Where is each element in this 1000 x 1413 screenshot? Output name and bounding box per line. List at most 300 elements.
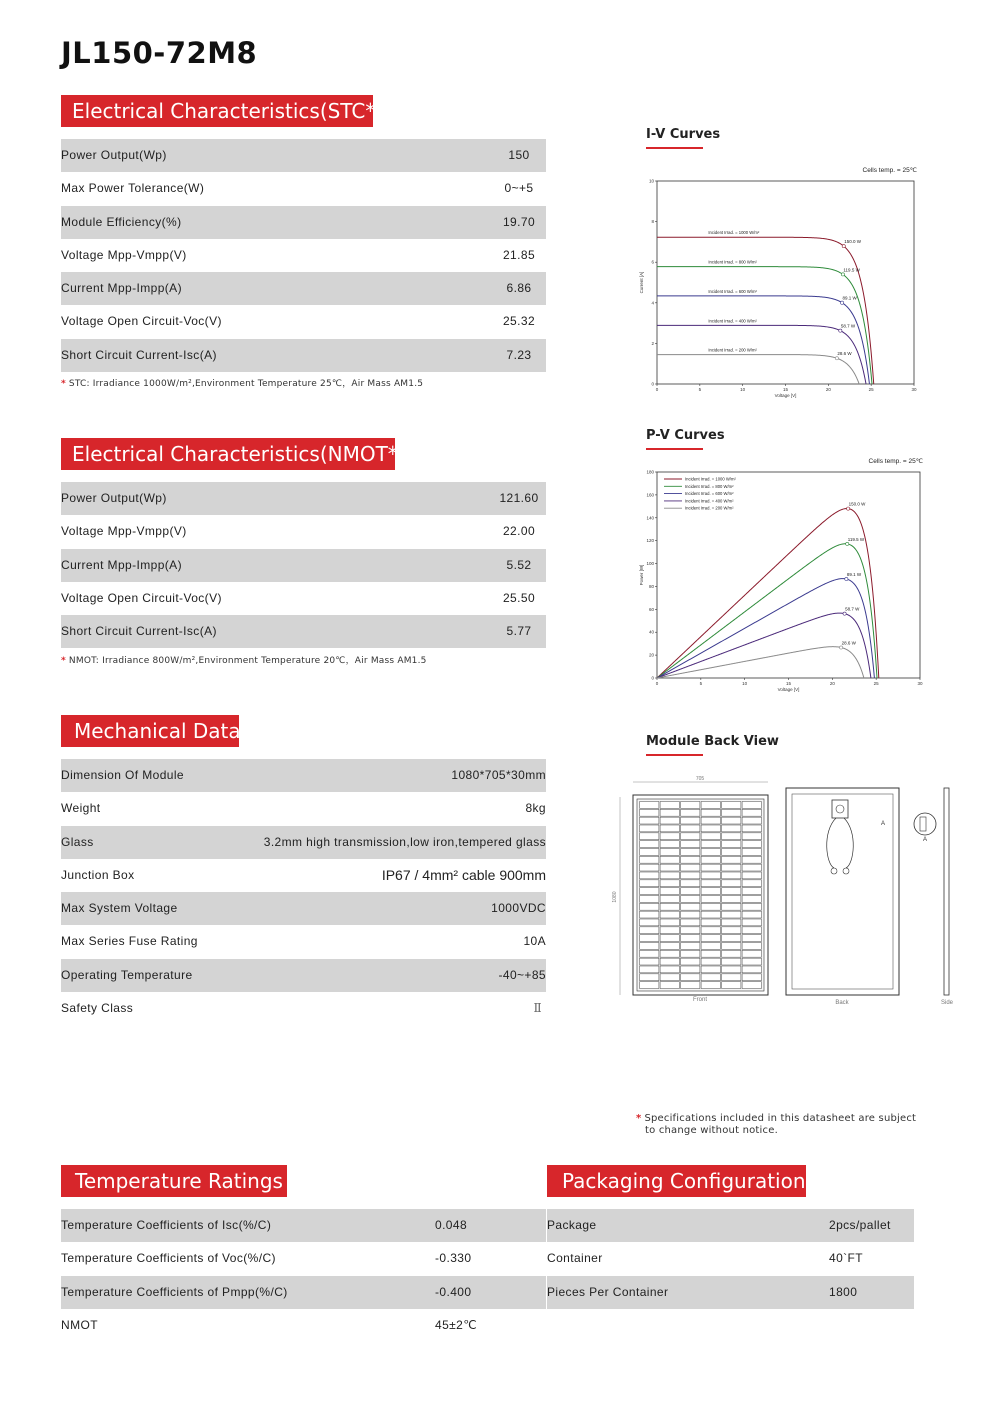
solar-cell	[660, 950, 679, 957]
solar-cell	[701, 833, 720, 840]
solar-cell	[722, 864, 741, 871]
solar-cell	[742, 817, 761, 824]
legend-entry: Incident Irrad. = 800 W/m²	[685, 483, 734, 489]
solar-cell	[640, 927, 659, 934]
pv-chart	[622, 453, 927, 698]
x-tick-label: 25	[873, 681, 879, 686]
row-value: 0.048	[435, 1218, 468, 1232]
detail-view	[914, 813, 936, 843]
table-row	[61, 339, 546, 372]
solar-cell	[701, 864, 720, 871]
row-value: Ⅱ	[533, 1001, 542, 1016]
solar-cell	[660, 833, 679, 840]
solar-cell	[660, 841, 679, 848]
row-label: Short Circuit Current-Isc(A)	[61, 624, 217, 639]
solar-cell	[660, 943, 679, 950]
solar-cell	[660, 974, 679, 981]
y-tick-label: 2	[651, 340, 654, 346]
row-value: 7.23	[506, 347, 532, 362]
row-label: Container	[547, 1251, 603, 1266]
solar-cell	[660, 825, 679, 832]
solar-cell	[640, 958, 659, 965]
row-value: 22.00	[502, 524, 536, 539]
side-label: Side	[940, 1000, 954, 1006]
x-tick-label: 0	[655, 681, 659, 686]
table-row	[61, 792, 546, 825]
height-dimension: 1080	[612, 891, 618, 903]
mpp-label: 150.0 W	[848, 501, 866, 507]
row-value: 6.86	[506, 281, 532, 296]
solar-cell	[722, 966, 741, 973]
solar-cell	[640, 880, 659, 887]
solar-cell	[640, 888, 659, 895]
solar-cell	[681, 880, 700, 887]
y-tick-label: 4	[651, 300, 654, 306]
row-label: Short Circuit Current-Isc(A)	[61, 347, 217, 362]
y-tick-label: 20	[648, 652, 654, 658]
table-row	[61, 959, 546, 992]
row-label: Safety Class	[61, 1001, 134, 1016]
solar-cell	[681, 919, 700, 926]
solar-cell	[681, 943, 700, 950]
width-dimension: 705	[695, 776, 705, 782]
nmot-heading: Electrical Characteristics(NMOT*)	[61, 438, 395, 470]
solar-cell	[722, 919, 741, 926]
iv-title-underline	[646, 147, 703, 149]
solar-cell	[722, 872, 741, 879]
mpp-point	[840, 301, 843, 304]
solar-cell	[722, 802, 741, 809]
x-tick-label: 0	[655, 387, 659, 392]
solar-cell	[742, 958, 761, 965]
x-tick-label: 5	[699, 681, 703, 686]
solar-cell	[681, 817, 700, 824]
row-value: 150	[508, 148, 530, 162]
row-value: 40`FT	[829, 1251, 864, 1266]
solar-cell	[640, 841, 659, 848]
mpp-point	[845, 577, 848, 580]
table-row	[61, 305, 546, 338]
disclaimer-line1: Specifications included in this datasheet are subject	[644, 1113, 917, 1124]
solar-cell	[701, 911, 720, 918]
mpp-point	[840, 646, 843, 649]
legend-entry: Incident Irrad. = 200 W/m²	[685, 505, 734, 511]
solar-cell	[701, 888, 720, 895]
row-value: 3.2mm high transmission,low iron,tempered glass	[263, 834, 546, 849]
solar-cell	[640, 817, 659, 824]
row-value: 1000VDC	[491, 901, 546, 916]
solar-cell	[681, 966, 700, 973]
row-label: Temperature Coefficients of Pmpp(%/C)	[61, 1284, 288, 1299]
row-label: Package	[547, 1218, 597, 1232]
y-tick-label: 160	[646, 492, 654, 498]
junction-box	[832, 800, 848, 818]
solar-cell	[681, 911, 700, 918]
solar-cell	[640, 896, 659, 903]
solar-cell	[660, 896, 679, 903]
solar-cell	[742, 935, 761, 942]
solar-cell	[681, 927, 700, 934]
x-axis-label: Voltage [V]	[777, 687, 800, 692]
back-label: Back	[835, 1000, 849, 1006]
row-label: Operating Temperature	[61, 967, 193, 982]
solar-cell	[722, 958, 741, 965]
x-tick-label: 10	[740, 387, 746, 392]
row-label: Junction Box	[61, 867, 135, 882]
solar-cell	[660, 966, 679, 973]
solar-cell	[742, 911, 761, 918]
solar-cell	[660, 919, 679, 926]
y-axis-label: Current [A]	[639, 271, 644, 294]
back-frame	[786, 788, 899, 995]
solar-cell	[660, 809, 679, 816]
y-tick-label: 6	[651, 259, 654, 265]
packaging-table	[547, 1209, 914, 1309]
solar-cell	[640, 864, 659, 871]
mpp-label: 28.6 W	[841, 640, 856, 646]
solar-cell	[742, 833, 761, 840]
table-row	[61, 272, 546, 305]
solar-cell	[660, 927, 679, 934]
mpp-label: 58.7 W	[840, 323, 856, 329]
note-star: *	[61, 379, 66, 389]
mpp-point	[847, 507, 850, 510]
row-value: 25.50	[502, 590, 536, 605]
x-tick-label: 20	[825, 387, 831, 392]
y-tick-label: 10	[648, 178, 654, 184]
solar-cell	[640, 856, 659, 863]
product-title: JL150-72M8	[61, 36, 258, 70]
solar-cell	[701, 872, 720, 879]
table-row	[61, 859, 546, 892]
solar-cell	[701, 817, 720, 824]
row-label: Current Mpp-Impp(A)	[61, 557, 182, 572]
solar-cell	[681, 888, 700, 895]
solar-cell	[722, 833, 741, 840]
solar-cell	[701, 919, 720, 926]
x-tick-label: 20	[829, 681, 835, 686]
solar-cell	[660, 864, 679, 871]
table-row	[61, 482, 546, 515]
front-view	[612, 776, 768, 1003]
row-label: Voltage Mpp-Vmpp(V)	[61, 524, 187, 539]
mpp-point	[842, 245, 845, 248]
y-axis-label: Power [W]	[639, 564, 644, 586]
disclaimer-star: *	[636, 1113, 642, 1124]
solar-cell	[701, 802, 720, 809]
solar-cell	[701, 896, 720, 903]
mpp-point	[841, 273, 844, 276]
temperature-annotation: Cells temp. = 25℃	[862, 167, 917, 174]
solar-cell	[742, 927, 761, 934]
solar-cell	[640, 982, 659, 989]
table-row	[61, 1242, 546, 1275]
solar-cell	[701, 958, 720, 965]
solar-cell	[681, 935, 700, 942]
solar-cell	[701, 841, 720, 848]
solar-cell	[681, 825, 700, 832]
solar-cell	[742, 802, 761, 809]
x-tick-label: 25	[868, 387, 874, 392]
mpp-label: 58.7 W	[845, 606, 860, 612]
solar-cell	[742, 943, 761, 950]
y-tick-label: 0	[651, 675, 654, 681]
solar-cell	[701, 927, 720, 934]
x-tick-label: 30	[917, 681, 923, 686]
mpp-label: 119.5 W	[847, 536, 865, 542]
solar-cell	[742, 950, 761, 957]
solar-cell	[660, 982, 679, 989]
stc-table	[61, 139, 546, 372]
y-tick-label: 60	[648, 606, 654, 612]
series-label: Incident Irrad. = 400 W/m²	[708, 318, 757, 324]
solar-cell	[742, 825, 761, 832]
table-row	[61, 892, 546, 925]
solar-cell	[701, 856, 720, 863]
legend-entry: Incident Irrad. = 600 W/m²	[685, 491, 734, 497]
legend-entry: Incident Irrad. = 400 W/m²	[685, 498, 734, 504]
row-value: -0.400	[435, 1284, 472, 1299]
table-row	[61, 992, 546, 1025]
front-label: Front	[692, 997, 708, 1003]
solar-cell	[681, 950, 700, 957]
table-row	[61, 1209, 546, 1242]
solar-cell	[660, 935, 679, 942]
table-row	[61, 1309, 546, 1342]
row-value: 1800	[829, 1284, 858, 1299]
solar-cell	[640, 935, 659, 942]
y-tick-label: 80	[648, 583, 654, 589]
pv-chart-title: P-V Curves	[646, 428, 725, 443]
solar-cell	[660, 817, 679, 824]
solar-cell	[742, 896, 761, 903]
table-row	[61, 582, 546, 615]
solar-cell	[660, 911, 679, 918]
mechanical-heading: Mechanical Data	[61, 715, 239, 747]
table-row	[61, 925, 546, 958]
solar-cell	[722, 950, 741, 957]
solar-cell	[640, 825, 659, 832]
row-value: 25.32	[502, 314, 536, 329]
solar-cell	[722, 927, 741, 934]
table-row	[61, 826, 546, 859]
series-label: Incident Irrad. = 1000 W/m²	[708, 230, 760, 236]
table-row	[61, 549, 546, 582]
solar-cell	[660, 880, 679, 887]
legend-entry: Incident Irrad. = 1000 W/m²	[685, 476, 736, 482]
y-tick-label: 40	[648, 629, 654, 635]
solar-cell	[701, 943, 720, 950]
row-label: Weight	[61, 801, 101, 816]
temperature-annotation: Cells temp. = 25℃	[868, 458, 923, 465]
solar-cell	[681, 833, 700, 840]
solar-cell	[681, 982, 700, 989]
table-row	[61, 239, 546, 272]
mpp-label: 89.1 W	[842, 295, 857, 301]
solar-cell	[660, 849, 679, 856]
row-value: 1080*705*30mm	[451, 768, 546, 782]
solar-cell	[742, 849, 761, 856]
mechanical-table	[61, 759, 546, 1025]
solar-cell	[701, 935, 720, 942]
solar-cell	[742, 982, 761, 989]
solar-cell	[722, 935, 741, 942]
solar-cell	[722, 825, 741, 832]
row-label: Voltage Open Circuit-Voc(V)	[61, 314, 222, 329]
solar-cell	[681, 849, 700, 856]
row-label: Current Mpp-Impp(A)	[61, 281, 182, 296]
mpp-point	[839, 329, 842, 332]
solar-cell	[722, 888, 741, 895]
solar-cell	[681, 856, 700, 863]
mpp-label: 150.0 W	[844, 239, 862, 245]
y-tick-label: 140	[646, 515, 654, 521]
back-view-underline	[646, 754, 703, 756]
table-row	[547, 1209, 914, 1242]
side-frame	[944, 788, 949, 995]
solar-cell	[640, 950, 659, 957]
solar-cell	[640, 833, 659, 840]
solar-cell	[701, 974, 720, 981]
row-label: Module Efficiency(%)	[61, 214, 182, 229]
solar-cell	[681, 903, 700, 910]
detail-profile	[920, 817, 926, 831]
nmot-table	[61, 482, 546, 648]
row-label: Max Series Fuse Rating	[61, 934, 198, 949]
back-view-title: Module Back View	[646, 734, 779, 749]
row-value: 2pcs/pallet	[829, 1218, 891, 1232]
row-label: Pieces Per Container	[547, 1284, 669, 1299]
table-row	[547, 1242, 914, 1275]
solar-cell	[640, 809, 659, 816]
back-view	[786, 788, 899, 1006]
y-tick-label: 8	[651, 219, 654, 225]
pv-title-underline	[646, 448, 703, 450]
solar-cell	[701, 982, 720, 989]
detail-marker: A	[923, 837, 928, 843]
y-tick-label: 0	[651, 381, 654, 387]
solar-cell	[640, 966, 659, 973]
row-value: 121.60	[499, 491, 539, 505]
mpp-label: 28.6 W	[837, 351, 852, 357]
solar-cell	[742, 903, 761, 910]
row-label: Max Power Tolerance(W)	[61, 181, 205, 196]
iv-chart	[622, 160, 927, 403]
detail-circle	[914, 813, 936, 835]
solar-cell	[640, 911, 659, 918]
solar-cell	[742, 919, 761, 926]
solar-cell	[660, 903, 679, 910]
solar-cell	[660, 872, 679, 879]
row-label: Temperature Coefficients of Isc(%/C)	[61, 1218, 272, 1232]
solar-cell	[701, 880, 720, 887]
solar-cell	[701, 966, 720, 973]
x-tick-label: 5	[698, 387, 702, 392]
solar-cell	[742, 966, 761, 973]
table-row	[61, 139, 546, 172]
series-label: Incident Irrad. = 800 W/m²	[708, 259, 757, 265]
iv-chart-title: I-V Curves	[646, 127, 721, 142]
solar-cell	[722, 849, 741, 856]
table-row	[61, 515, 546, 548]
solar-cell	[660, 958, 679, 965]
solar-cell	[640, 974, 659, 981]
solar-cell	[722, 880, 741, 887]
solar-cell	[640, 802, 659, 809]
solar-cell	[722, 809, 741, 816]
mpp-point	[843, 612, 846, 615]
x-axis-label: Voltage [V]	[774, 393, 797, 398]
row-value: 19.70	[502, 214, 536, 229]
solar-cell	[742, 809, 761, 816]
row-value: IP67 / 4mm² cable 900mm	[381, 866, 546, 883]
series-label: Incident Irrad. = 200 W/m²	[708, 347, 757, 353]
table-row	[61, 172, 546, 205]
module-drawing	[600, 772, 965, 1012]
solar-cell	[722, 974, 741, 981]
row-value: -0.330	[435, 1251, 472, 1266]
solar-cell	[722, 903, 741, 910]
mpp-label: 119.5 W	[843, 267, 860, 273]
solar-cell	[681, 809, 700, 816]
solar-cell	[701, 903, 720, 910]
solar-cell	[701, 849, 720, 856]
table-row	[61, 615, 546, 648]
solar-cell	[640, 903, 659, 910]
solar-cell	[722, 841, 741, 848]
row-label: Dimension Of Module	[61, 768, 184, 782]
stc-heading: Electrical Characteristics(STC*)	[61, 95, 373, 127]
table-row	[61, 1276, 546, 1309]
row-value: -40~+85	[498, 967, 546, 982]
mpp-label: 89.1 W	[846, 572, 862, 578]
row-label: Glass	[61, 834, 94, 849]
solar-cell	[722, 982, 741, 989]
temperature-table	[61, 1209, 546, 1342]
solar-cell	[701, 809, 720, 816]
solar-cell	[640, 849, 659, 856]
y-tick-label: 120	[646, 538, 654, 544]
y-tick-label: 180	[646, 469, 654, 475]
solar-cell	[701, 825, 720, 832]
solar-cell	[722, 943, 741, 950]
solar-cell	[681, 974, 700, 981]
mpp-point	[835, 357, 838, 360]
stc-note-text: STC: Irradiance 1000W/m²,Environment Temperature 25℃，Air Mass AM1.5	[68, 379, 424, 389]
solar-cell	[742, 974, 761, 981]
row-label: Temperature Coefficients of Voc(%/C)	[61, 1251, 276, 1266]
series-label: Incident Irrad. = 600 W/m²	[708, 288, 757, 294]
temperature-heading: Temperature Ratings	[61, 1165, 287, 1197]
solar-cell	[681, 872, 700, 879]
section-marker: A	[881, 821, 886, 827]
solar-cell	[681, 864, 700, 871]
x-tick-label: 10	[742, 681, 748, 686]
row-value: 5.77	[506, 624, 532, 639]
side-view	[941, 788, 954, 1006]
solar-cell	[722, 911, 741, 918]
row-value: 0~+5	[504, 181, 534, 196]
x-tick-label: 30	[911, 387, 917, 392]
solar-cell	[640, 943, 659, 950]
row-value: 21.85	[502, 247, 536, 262]
row-value: 45±2℃	[435, 1317, 478, 1332]
solar-cell	[681, 841, 700, 848]
x-tick-label: 15	[782, 387, 789, 392]
plot-area	[657, 181, 914, 384]
solar-cell	[742, 872, 761, 879]
solar-cell	[722, 896, 741, 903]
